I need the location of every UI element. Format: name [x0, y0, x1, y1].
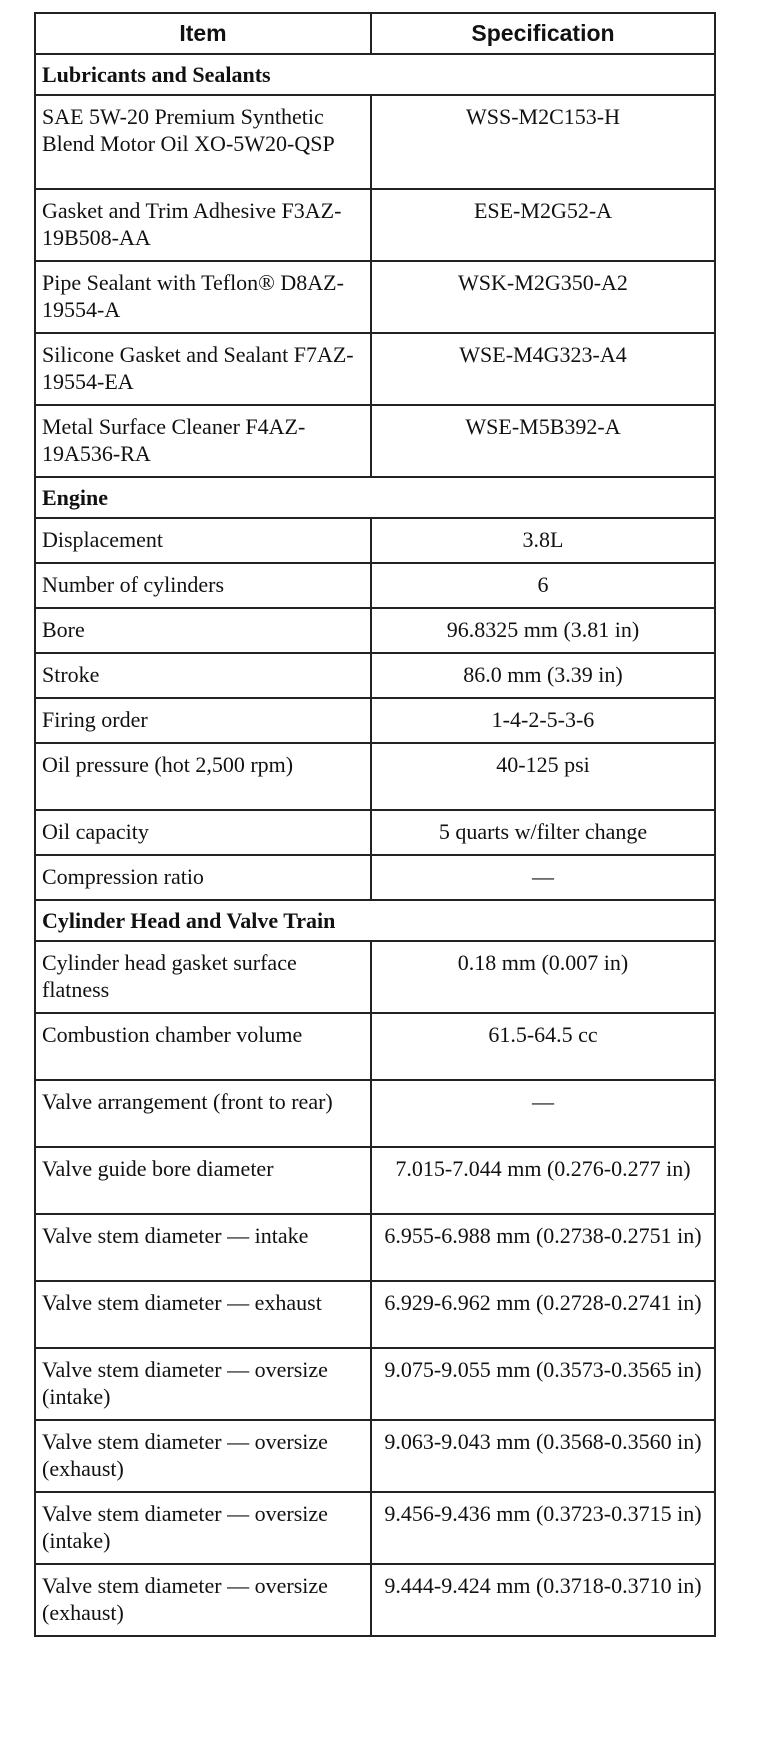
spec-cell: 0.18 mm (0.007 in): [371, 941, 715, 1013]
item-cell: Valve stem diameter — oversize (exhaust): [35, 1420, 371, 1492]
item-cell: Valve stem diameter — intake: [35, 1214, 371, 1281]
table-row: [35, 608, 715, 653]
section-title: Lubricants and Sealants: [35, 54, 715, 95]
item-cell: Valve arrangement (front to rear): [35, 1080, 371, 1147]
spec-cell: 9.444-9.424 mm (0.3718-0.3710 in): [371, 1564, 715, 1636]
section-title: Cylinder Head and Valve Train: [35, 900, 715, 941]
header-row: [35, 13, 715, 54]
table-row: [35, 333, 715, 405]
item-cell: Valve guide bore diameter: [35, 1147, 371, 1214]
table-row: [35, 941, 715, 1013]
spec-cell: WSK-M2G350-A2: [371, 261, 715, 333]
spec-cell: 9.075-9.055 mm (0.3573-0.3565 in): [371, 1348, 715, 1420]
spec-cell: 3.8L: [371, 518, 715, 563]
section-row-engine: [35, 477, 715, 518]
item-cell: Firing order: [35, 698, 371, 743]
item-cell: Cylinder head gasket surface flatness: [35, 941, 371, 1013]
table-row: [35, 810, 715, 855]
spec-cell: 6.955-6.988 mm (0.2738-0.2751 in): [371, 1214, 715, 1281]
table-row: [35, 518, 715, 563]
item-cell: Displacement: [35, 518, 371, 563]
table-row: [35, 1214, 715, 1281]
item-cell: Valve stem diameter — oversize (intake): [35, 1348, 371, 1420]
table-row: [35, 261, 715, 333]
item-cell: Compression ratio: [35, 855, 371, 900]
table-row: [35, 653, 715, 698]
section-row-lubricants: [35, 54, 715, 95]
spec-cell: 5 quarts w/filter change: [371, 810, 715, 855]
item-cell: SAE 5W-20 Premium Synthetic Blend Motor Oil XO-5W20-QSP: [35, 95, 371, 189]
spec-cell: —: [371, 855, 715, 900]
item-cell: Metal Surface Cleaner F4AZ-19A536-RA: [35, 405, 371, 477]
specification-column-header: Specification: [371, 13, 715, 54]
spec-cell: 1-4-2-5-3-6: [371, 698, 715, 743]
table-row: [35, 698, 715, 743]
table-row: [35, 743, 715, 810]
table-row: [35, 1564, 715, 1636]
table-row: [35, 1013, 715, 1080]
item-column-header: Item: [35, 13, 371, 54]
spec-cell: 6.929-6.962 mm (0.2728-0.2741 in): [371, 1281, 715, 1348]
table-row: [35, 1080, 715, 1147]
item-cell: Number of cylinders: [35, 563, 371, 608]
table-row: [35, 855, 715, 900]
spec-cell: WSE-M5B392-A: [371, 405, 715, 477]
table-row: [35, 563, 715, 608]
item-cell: Pipe Sealant with Teflon® D8AZ-19554-A: [35, 261, 371, 333]
spec-cell: WSE-M4G323-A4: [371, 333, 715, 405]
item-cell: Valve stem diameter — exhaust: [35, 1281, 371, 1348]
spec-cell: 9.456-9.436 mm (0.3723-0.3715 in): [371, 1492, 715, 1564]
item-cell: Valve stem diameter — oversize (exhaust): [35, 1564, 371, 1636]
table-row: [35, 1348, 715, 1420]
spec-cell: 9.063-9.043 mm (0.3568-0.3560 in): [371, 1420, 715, 1492]
item-cell: Gasket and Trim Adhesive F3AZ-19B508-AA: [35, 189, 371, 261]
table-row: [35, 1492, 715, 1564]
table-row: [35, 189, 715, 261]
spec-cell: WSS-M2C153-H: [371, 95, 715, 189]
spec-cell: 6: [371, 563, 715, 608]
item-cell: Combustion chamber volume: [35, 1013, 371, 1080]
spec-cell: 40-125 psi: [371, 743, 715, 810]
table-row: [35, 1281, 715, 1348]
item-cell: Valve stem diameter — oversize (intake): [35, 1492, 371, 1564]
table-row: [35, 1147, 715, 1214]
item-cell: Oil capacity: [35, 810, 371, 855]
spec-cell: 61.5-64.5 cc: [371, 1013, 715, 1080]
section-title: Engine: [35, 477, 715, 518]
spec-cell: 86.0 mm (3.39 in): [371, 653, 715, 698]
table-row: [35, 405, 715, 477]
table-row: [35, 1420, 715, 1492]
spec-cell: ESE-M2G52-A: [371, 189, 715, 261]
spec-cell: 7.015-7.044 mm (0.276-0.277 in): [371, 1147, 715, 1214]
section-row-cylinder-head: [35, 900, 715, 941]
table-row: [35, 95, 715, 189]
specification-table: [34, 12, 716, 1637]
item-cell: Stroke: [35, 653, 371, 698]
spec-cell: —: [371, 1080, 715, 1147]
item-cell: Silicone Gasket and Sealant F7AZ-19554-EA: [35, 333, 371, 405]
item-cell: Oil pressure (hot 2,500 rpm): [35, 743, 371, 810]
spec-cell: 96.8325 mm (3.81 in): [371, 608, 715, 653]
item-cell: Bore: [35, 608, 371, 653]
